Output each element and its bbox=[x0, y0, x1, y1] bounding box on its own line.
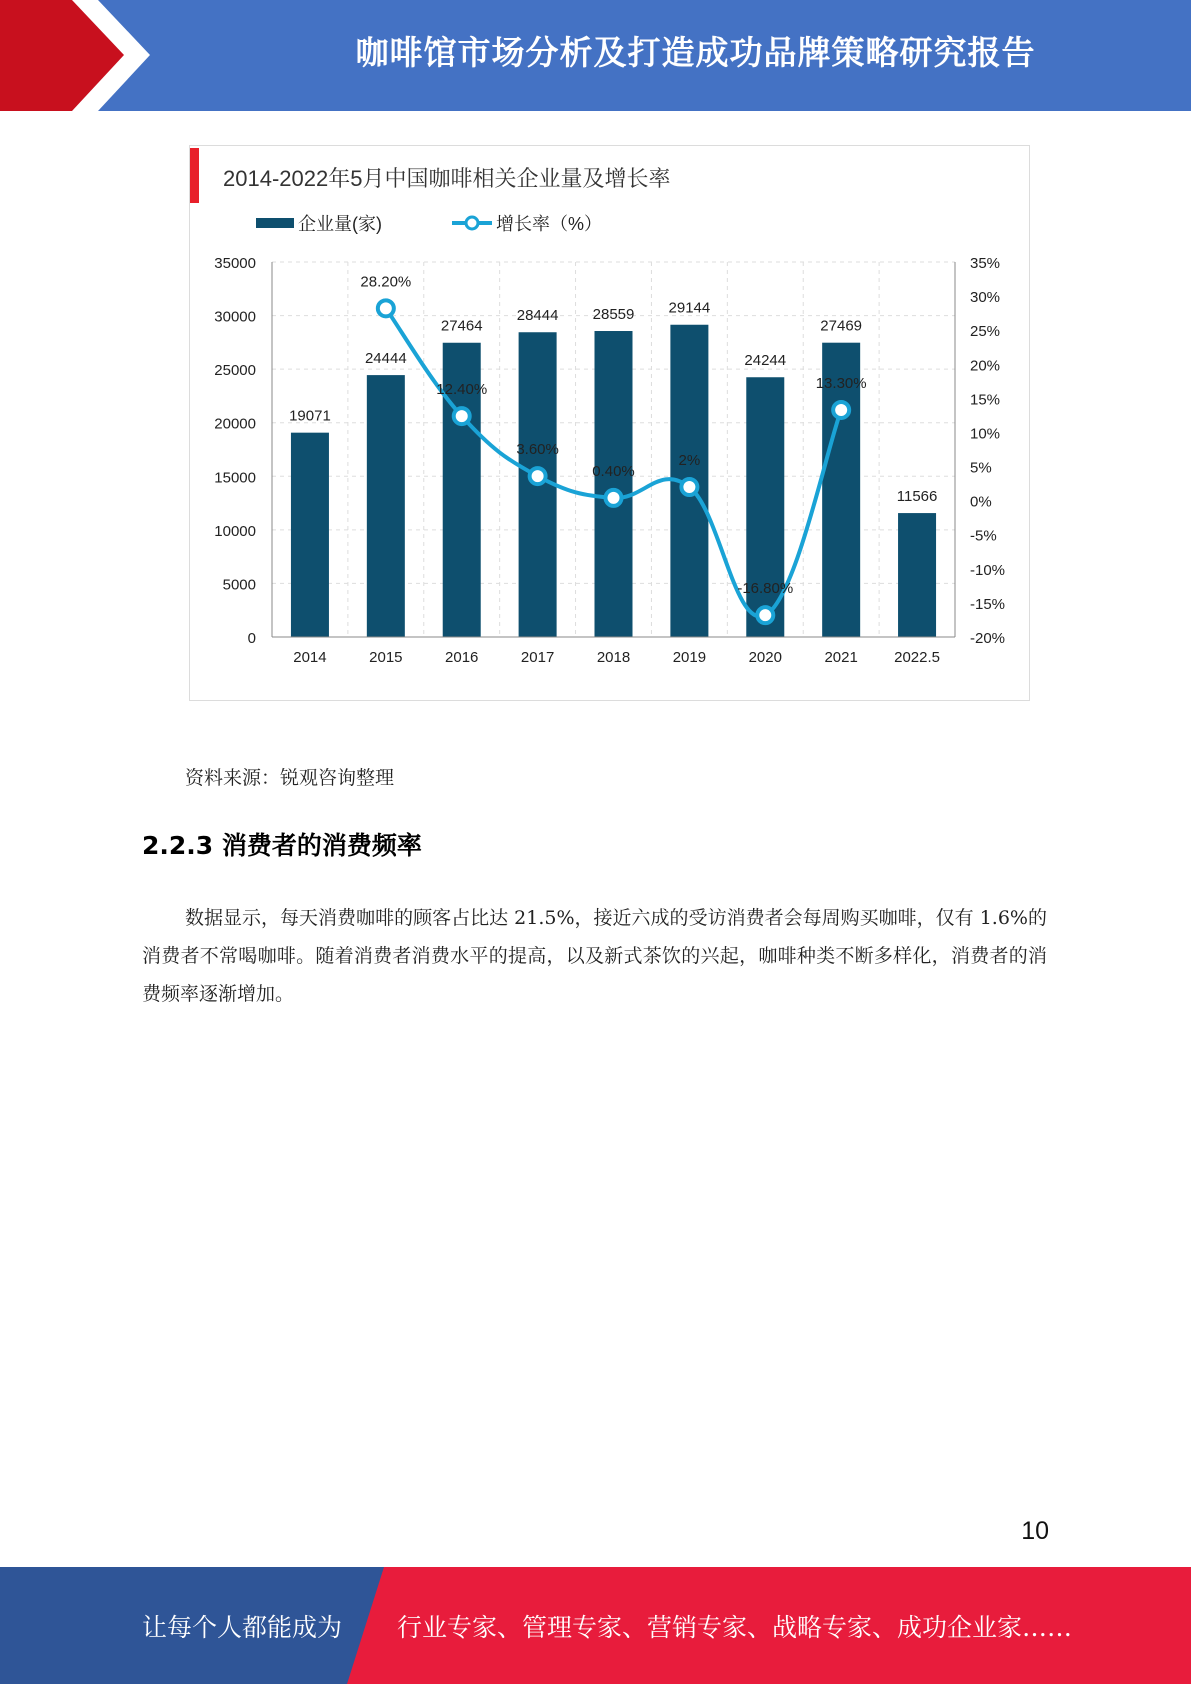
bar-value-label: 28444 bbox=[516, 307, 559, 325]
growth-rate-point bbox=[530, 468, 546, 484]
bar-value-label: 24444 bbox=[364, 350, 407, 368]
enterprise-count-chart bbox=[190, 146, 1029, 700]
y-tick-label-left: 25000 bbox=[214, 362, 256, 380]
header-banner bbox=[0, 0, 1191, 111]
growth-rate-label: 28.20% bbox=[360, 273, 412, 291]
bar-value-label: 29144 bbox=[668, 299, 711, 317]
chart-container bbox=[189, 145, 1030, 701]
legend-bar-label: 企业量(家) bbox=[298, 214, 382, 234]
bar-value-label: 27469 bbox=[820, 317, 863, 335]
bar-value-label: 19071 bbox=[289, 407, 331, 425]
legend-line-label: 增长率（%） bbox=[496, 214, 603, 234]
bar-value-label: 11566 bbox=[896, 488, 938, 506]
x-tick-label: 2018 bbox=[596, 649, 631, 666]
y-tick-label-right: -10% bbox=[970, 561, 1006, 579]
y-tick-label-right: 15% bbox=[970, 391, 1001, 409]
y-tick-label-right: 35% bbox=[970, 255, 1001, 272]
growth-rate-label: 0.40% bbox=[592, 462, 635, 480]
growth-rate-label: 13.30% bbox=[815, 374, 867, 392]
y-tick-label-left: 30000 bbox=[214, 308, 256, 326]
growth-rate-point bbox=[681, 479, 697, 495]
growth-rate-point bbox=[757, 607, 773, 623]
x-tick-label: 2021 bbox=[824, 649, 858, 666]
section-heading: 2.2.3 消费者的消费频率 bbox=[142, 831, 422, 860]
bar-value-label: 27464 bbox=[440, 317, 483, 335]
x-tick-label: 2014 bbox=[293, 649, 327, 666]
bar-value-label: 24244 bbox=[744, 352, 787, 370]
page-number: 10 bbox=[1021, 1517, 1049, 1545]
chevron-arrow-icon bbox=[0, 0, 160, 111]
y-tick-label-left: 10000 bbox=[214, 522, 256, 540]
y-tick-label-right: 0% bbox=[970, 493, 992, 511]
y-tick-label-right: 10% bbox=[970, 425, 1001, 443]
y-tick-label-left: 5000 bbox=[222, 576, 256, 594]
y-tick-label-left: 15000 bbox=[214, 469, 256, 487]
body-paragraph: 数据显示，每天消费咖啡的顾客占比达 21.5%，接近六成的受访消费者会每周购买咖啡，仅有 1.6%的消费者不常喝咖啡。随着消费者消费水平的提高，以及新式茶饮的兴起，咖啡种类不断多样化，消费者的消费频率逐渐增加。 bbox=[142, 907, 1047, 1005]
footer-slogan-left: 让每个人都能成为 bbox=[142, 1613, 343, 1642]
y-tick-label-left: 0 bbox=[247, 630, 256, 647]
y-tick-label-left: 35000 bbox=[214, 255, 256, 272]
y-tick-label-right: -5% bbox=[970, 527, 997, 545]
source-note: 资料来源：锐观咨询整理 bbox=[185, 767, 395, 789]
bar bbox=[898, 513, 936, 637]
y-tick-label-right: 20% bbox=[970, 357, 1001, 375]
x-tick-label: 2022.5 bbox=[894, 649, 941, 666]
x-tick-label: 2017 bbox=[520, 649, 555, 666]
y-tick-label-right: 30% bbox=[970, 289, 1001, 307]
title-accent-bar bbox=[190, 148, 199, 203]
footer-banner bbox=[0, 1567, 1191, 1684]
y-tick-label-right: -15% bbox=[970, 595, 1006, 613]
growth-rate-label: 3.60% bbox=[516, 441, 559, 459]
footer-slogan-right: 行业专家、管理专家、营销专家、战略专家、成功企业家…… bbox=[397, 1613, 1073, 1642]
report-title: 咖啡馆市场分析及打造成功品牌策略研究报告 bbox=[355, 33, 1036, 72]
bar bbox=[367, 375, 405, 637]
growth-rate-label: 2% bbox=[678, 452, 701, 469]
y-tick-label-right: 5% bbox=[970, 459, 992, 477]
x-tick-label: 2015 bbox=[369, 649, 403, 666]
growth-rate-point bbox=[606, 490, 622, 506]
legend-bar-swatch bbox=[256, 218, 294, 228]
y-tick-label-left: 20000 bbox=[214, 415, 256, 433]
bar bbox=[595, 331, 633, 637]
growth-rate-label: 12.40% bbox=[436, 381, 488, 399]
growth-rate-point bbox=[833, 402, 849, 418]
growth-rate-label: -16.80% bbox=[737, 580, 794, 598]
growth-rate-point bbox=[454, 408, 470, 424]
x-tick-label: 2020 bbox=[748, 649, 782, 666]
y-tick-label-right: 25% bbox=[970, 323, 1001, 341]
x-tick-label: 2016 bbox=[445, 649, 479, 666]
growth-rate-point bbox=[378, 300, 394, 316]
bar-value-label: 28559 bbox=[592, 306, 635, 324]
y-tick-label-right: -20% bbox=[970, 630, 1006, 647]
legend-line-marker bbox=[466, 217, 478, 229]
x-tick-label: 2019 bbox=[672, 649, 707, 666]
chart-title: 2014-2022年5月中国咖啡相关企业量及增长率 bbox=[223, 166, 671, 191]
bar bbox=[291, 433, 329, 637]
